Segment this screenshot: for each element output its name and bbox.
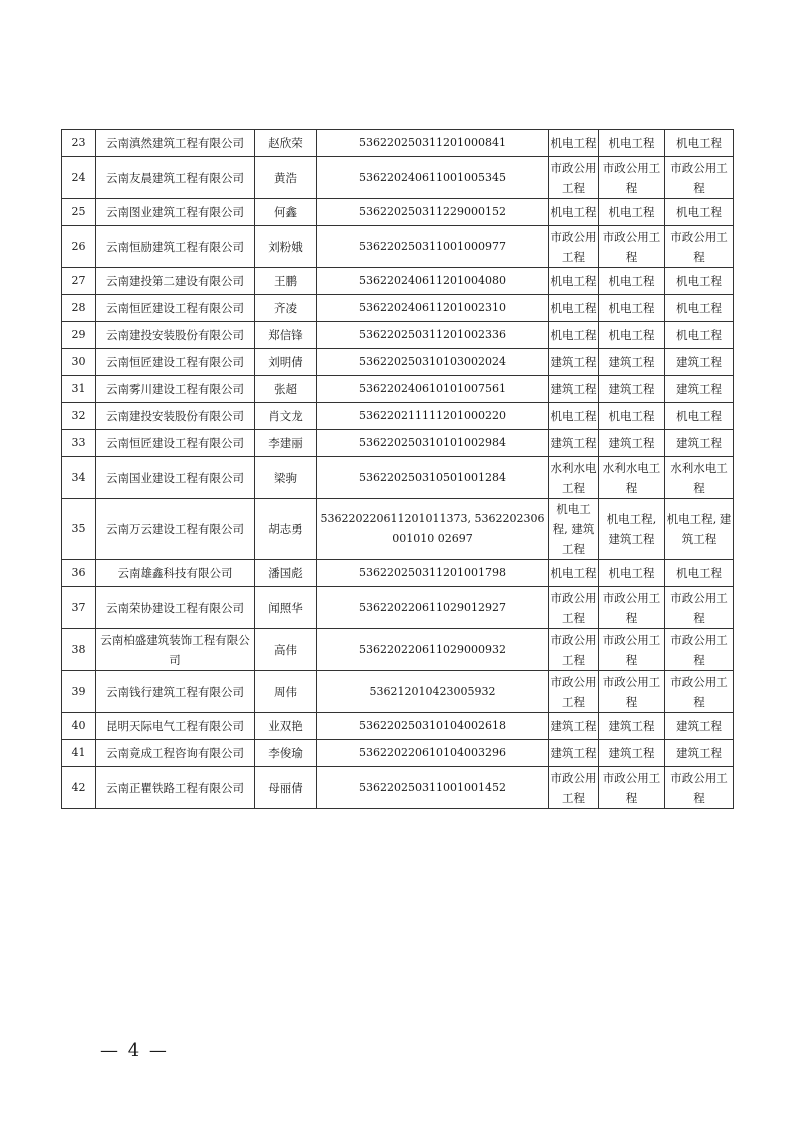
row-number: 34 [62,457,96,499]
specialty-applied: 市政公用工程 [599,671,665,713]
specialty-applied: 市政公用工程 [599,629,665,671]
table-row [62,767,734,809]
company-name: 云南国业建设工程有限公司 [96,457,255,499]
specialty-approved: 水利水电工程 [665,457,734,499]
specialty-approved: 机电工程 [665,199,734,226]
specialty-approved: 建筑工程 [665,376,734,403]
specialty-applied: 机电工程 [599,130,665,157]
table-row [62,629,734,671]
table-row [62,295,734,322]
table-row [62,199,734,226]
person-name: 郑信锋 [255,322,317,349]
table-row [62,587,734,629]
specialty-registered: 机电工程 [549,199,599,226]
certificate-number: 53622022061010400329​6 [317,740,549,767]
certificate-number: 53622025031120100084​1 [317,130,549,157]
specialty-applied: 机电工程, 建筑工程 [599,499,665,560]
specialty-applied: 市政公用工程 [599,767,665,809]
row-number: 33 [62,430,96,457]
specialty-approved: 机电工程 [665,322,734,349]
specialty-applied: 机电工程 [599,403,665,430]
specialty-applied: 机电工程 [599,295,665,322]
specialty-registered: 市政公用工程 [549,226,599,268]
specialty-registered: 建筑工程 [549,376,599,403]
specialty-applied: 建筑工程 [599,430,665,457]
company-name: 云南雾川建设工程有限公司 [96,376,255,403]
certificate-number: 53622022061102901292​7 [317,587,549,629]
specialty-approved: 机电工程 [665,295,734,322]
company-name: 云南恒匠建设工程有限公司 [96,430,255,457]
certificate-number: 53622025031100100145​2 [317,767,549,809]
table-row [62,457,734,499]
specialty-registered: 市政公用工程 [549,767,599,809]
specialty-registered: 机电工程 [549,130,599,157]
specialty-applied: 机电工程 [599,560,665,587]
specialty-registered: 机电工程 [549,403,599,430]
specialty-approved: 机电工程, 建筑工程 [665,499,734,560]
row-number: 24 [62,157,96,199]
specialty-applied: 机电工程 [599,199,665,226]
certificate-number: 53622024061120100408​0 [317,268,549,295]
registration-table [61,129,734,809]
company-name: 云南建投安装股份有限公司 [96,403,255,430]
specialty-applied: 建筑工程 [599,349,665,376]
row-number: 26 [62,226,96,268]
person-name: 何鑫 [255,199,317,226]
person-name: 胡志勇 [255,499,317,560]
person-name: 张超 [255,376,317,403]
specialty-approved: 建筑工程 [665,349,734,376]
specialty-approved: 市政公用工程 [665,629,734,671]
row-number: 37 [62,587,96,629]
specialty-applied: 建筑工程 [599,376,665,403]
row-number: 35 [62,499,96,560]
row-number: 23 [62,130,96,157]
specialty-registered: 市政公用工程 [549,671,599,713]
row-number: 25 [62,199,96,226]
table-row [62,403,734,430]
person-name: 业双艳 [255,713,317,740]
person-name: 梁驹 [255,457,317,499]
specialty-applied: 市政公用工程 [599,157,665,199]
person-name: 赵欣荣 [255,130,317,157]
specialty-registered: 市政公用工程 [549,157,599,199]
specialty-approved: 市政公用工程 [665,671,734,713]
certificate-number: 53622025031120100179​8 [317,560,549,587]
specialty-approved: 机电工程 [665,268,734,295]
company-name: 云南恒匠建设工程有限公司 [96,295,255,322]
company-name: 云南竟成工程咨询有限公司 [96,740,255,767]
certificate-number: 536220220611201011373, 5362202306001010 02697 [317,499,549,560]
company-name: 云南柏盛建筑装饰工程有限公司 [96,629,255,671]
company-name: 云南恒匠建设工程有限公司 [96,349,255,376]
row-number: 36 [62,560,96,587]
row-number: 30 [62,349,96,376]
company-name: 云南正瞿铁路工程有限公司 [96,767,255,809]
certificate-number: 53622025031100100097​7 [317,226,549,268]
certificate-number: 53622022061102900093​2 [317,629,549,671]
specialty-approved: 市政公用工程 [665,587,734,629]
table-row [62,130,734,157]
certificate-number: 53622021111120100022​0 [317,403,549,430]
row-number: 28 [62,295,96,322]
table-row [62,376,734,403]
person-name: 王鹏 [255,268,317,295]
table-row [62,671,734,713]
table-row [62,349,734,376]
specialty-applied: 市政公用工程 [599,587,665,629]
table-row [62,226,734,268]
company-name: 云南滇然建筑工程有限公司 [96,130,255,157]
person-name: 母丽倩 [255,767,317,809]
company-name: 云南图业建筑工程有限公司 [96,199,255,226]
person-name: 李建丽 [255,430,317,457]
specialty-registered: 机电工程 [549,560,599,587]
person-name: 周伟 [255,671,317,713]
certificate-number: 53622025031120100233​6 [317,322,549,349]
table-row [62,157,734,199]
specialty-registered: 机电工程 [549,268,599,295]
table-row [62,713,734,740]
person-name: 闻照华 [255,587,317,629]
company-name: 云南建投安装股份有限公司 [96,322,255,349]
person-name: 齐凌 [255,295,317,322]
certificate-number: 53621201042300593​2 [317,671,549,713]
specialty-applied: 水利水电工程 [599,457,665,499]
specialty-approved: 机电工程 [665,130,734,157]
certificate-number: 53622024061010100756​1 [317,376,549,403]
certificate-number: 53622025031050100128​4 [317,457,549,499]
certificate-number: 53622025031122900015​2 [317,199,549,226]
specialty-registered: 建筑工程 [549,349,599,376]
specialty-registered: 水利水电工程 [549,457,599,499]
company-name: 云南恒励建筑工程有限公司 [96,226,255,268]
person-name: 潘国彪 [255,560,317,587]
specialty-approved: 建筑工程 [665,713,734,740]
specialty-registered: 市政公用工程 [549,629,599,671]
specialty-applied: 建筑工程 [599,713,665,740]
company-name: 云南荣协建设工程有限公司 [96,587,255,629]
certificate-number: 53622025031010400261​8 [317,713,549,740]
company-name: 云南万云建设工程有限公司 [96,499,255,560]
company-name: 云南雄鑫科技有限公司 [96,560,255,587]
certificate-number: 53622024061120100231​0 [317,295,549,322]
table-row [62,740,734,767]
row-number: 41 [62,740,96,767]
person-name: 黄浩 [255,157,317,199]
person-name: 李俊瑜 [255,740,317,767]
table-row [62,268,734,295]
table-body [62,130,734,809]
specialty-approved: 机电工程 [665,560,734,587]
specialty-approved: 市政公用工程 [665,226,734,268]
specialty-registered: 市政公用工程 [549,587,599,629]
row-number: 27 [62,268,96,295]
specialty-registered: 机电工程, 建筑工程 [549,499,599,560]
specialty-approved: 机电工程 [665,403,734,430]
specialty-registered: 机电工程 [549,322,599,349]
table-row [62,560,734,587]
specialty-registered: 机电工程 [549,295,599,322]
specialty-approved: 建筑工程 [665,430,734,457]
specialty-approved: 建筑工程 [665,740,734,767]
specialty-approved: 市政公用工程 [665,157,734,199]
table-row [62,322,734,349]
row-number: 32 [62,403,96,430]
certificate-number: 53622024061100100534​5 [317,157,549,199]
company-name: 云南钱行建筑工程有限公司 [96,671,255,713]
specialty-registered: 建筑工程 [549,740,599,767]
table-row [62,499,734,560]
specialty-applied: 市政公用工程 [599,226,665,268]
person-name: 刘粉娥 [255,226,317,268]
person-name: 刘明倩 [255,349,317,376]
person-name: 肖文龙 [255,403,317,430]
row-number: 31 [62,376,96,403]
specialty-approved: 市政公用工程 [665,767,734,809]
row-number: 39 [62,671,96,713]
certificate-number: 53622025031010300202​4 [317,349,549,376]
row-number: 40 [62,713,96,740]
table-row [62,430,734,457]
certificate-number: 53622025031010100298​4 [317,430,549,457]
page-number: — 4 — [100,1040,169,1061]
specialty-applied: 机电工程 [599,268,665,295]
row-number: 42 [62,767,96,809]
company-name: 昆明天际电气工程有限公司 [96,713,255,740]
row-number: 29 [62,322,96,349]
specialty-registered: 建筑工程 [549,713,599,740]
company-name: 云南友晨建筑工程有限公司 [96,157,255,199]
specialty-applied: 机电工程 [599,322,665,349]
person-name: 高伟 [255,629,317,671]
row-number: 38 [62,629,96,671]
specialty-registered: 建筑工程 [549,430,599,457]
specialty-applied: 建筑工程 [599,740,665,767]
company-name: 云南建投第二建设有限公司 [96,268,255,295]
